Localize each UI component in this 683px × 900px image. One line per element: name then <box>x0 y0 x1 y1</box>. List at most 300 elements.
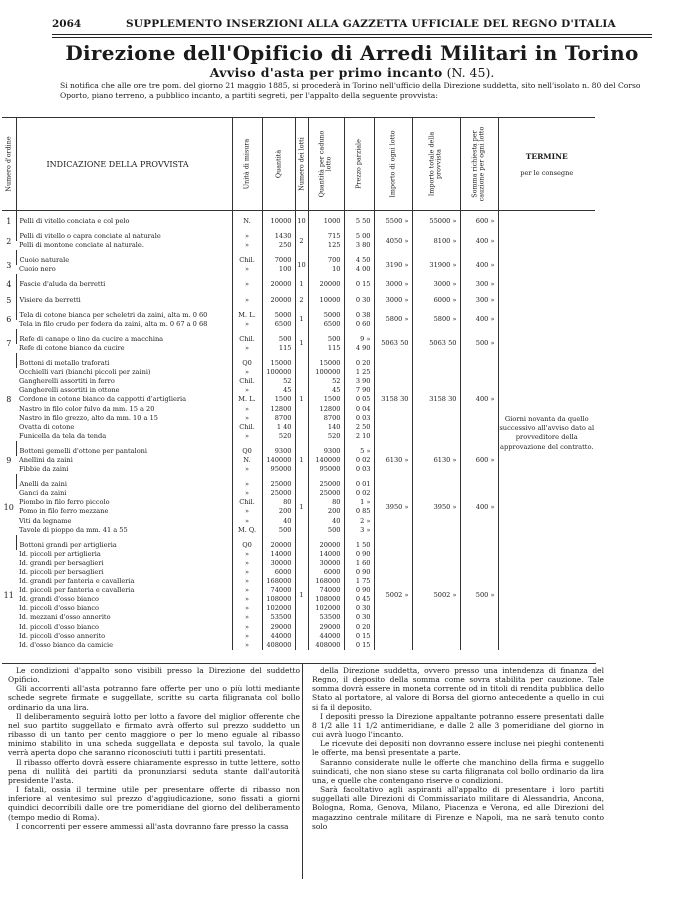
item-description: Id. piccoli d'osso annerito <box>19 631 106 640</box>
item-description: Id. grandi d'osso bianco <box>19 595 100 604</box>
header-rule <box>52 34 652 35</box>
item-price: 0 20 <box>344 623 374 632</box>
total-amount: 3950 » <box>412 474 460 535</box>
item-quantity-per-lot: 25000 <box>308 489 344 498</box>
item-description: Cordone in cotone bianco da cappotti d'artiglieria <box>19 395 187 404</box>
item-description: Gangherelli assortiti in ottone <box>19 386 120 395</box>
item-unit: » <box>232 241 262 250</box>
item-quantity-per-lot: 500 <box>308 329 344 344</box>
item-price: 0 15 <box>344 632 374 641</box>
lot-number: 7 <box>6 339 12 349</box>
item-price: 0 45 <box>344 595 374 604</box>
item-description: Ovatta di cotone <box>19 422 75 431</box>
item-description: Id. d'osso bianco da camicie <box>19 640 114 649</box>
item-quantity: 408000 <box>262 641 295 650</box>
condition-paragraph: I fatali, ossia il termine utile per presentare offerte di ribasso non inferiore al ventesimo sul prezzo d'aggiudicazione, sono fissati a giorni quindici decorribili dalle ore tre pomeridiane del giorno del deliberamento (tempo medio di Roma). <box>8 785 300 822</box>
condition-paragraph: I concorrenti per essere ammessi all'asta dovranno fare presso la cassa <box>16 821 289 831</box>
lot-amount: 3000 » <box>374 290 412 305</box>
item-quantity-per-lot: 200 <box>308 507 344 516</box>
item-quantity: 140000 <box>262 456 295 465</box>
notice-subtitle <box>52 65 652 80</box>
item-quantity: 52 <box>262 377 295 386</box>
lot-number: 6 <box>6 315 12 325</box>
item-unit: » <box>232 465 262 474</box>
item-quantity-per-lot: 80 <box>308 498 344 507</box>
item-price: 0 05 <box>344 395 374 404</box>
item-unit: » <box>232 368 262 377</box>
item-price: 0 60 <box>344 320 374 329</box>
item-price: 0 03 <box>344 414 374 423</box>
lot-count: 1 <box>295 305 308 329</box>
item-unit: M. L. <box>232 395 262 404</box>
item-unit: » <box>232 613 262 622</box>
item-price: 0 85 <box>344 507 374 516</box>
header-deposit: Somma richiesta per cauzione per ogni lotto <box>460 118 498 211</box>
total-amount: 6130 » <box>412 441 460 474</box>
item-quantity: 29000 <box>262 623 295 632</box>
item-quantity: 15000 <box>262 353 295 368</box>
item-price: 0 30 <box>344 604 374 613</box>
intro-paragraph: Si notifica che alle ore tre pom. del giorno 21 maggio 1885, si procederà in Torino nell'ufficio della Direzione suddetta, sito nell'isolato n. 80 del Corso Oporto, piano terreno, a pubblico incanto, a partiti segreti, per l'appalto della seguente provvista: <box>60 81 641 100</box>
header-rule-thin <box>52 37 652 38</box>
item-quantity: 100 <box>262 265 295 274</box>
item-description: Pelli di montone conciate al naturale. <box>19 241 144 250</box>
lot-number: 9 <box>6 455 12 465</box>
total-amount: 6000 » <box>412 290 460 305</box>
lot-number: 5 <box>6 295 12 305</box>
item-unit: » <box>232 474 262 489</box>
header-desc: INDICAZIONE DELLA PROVVISTA <box>16 118 232 211</box>
header-nlots: Numero dei lotti <box>295 118 308 211</box>
lot-amount: 3950 » <box>374 474 412 535</box>
item-description: Refe di canape o lino da cucire a macchina <box>16 329 232 344</box>
item-description: Cuoio naturale <box>16 250 232 265</box>
item-quantity: 20000 <box>262 535 295 550</box>
item-price: 4 00 <box>344 265 374 274</box>
header-imp-tot: Importo totale della provvista <box>412 118 460 211</box>
item-quantity: 500 <box>262 526 295 535</box>
total-amount: 5002 » <box>412 535 460 650</box>
item-unit: Q0 <box>232 441 262 456</box>
lot-count: 1 <box>295 441 308 474</box>
item-description: Pelli di vitello o capra conciate al naturale <box>16 226 232 241</box>
item-quantity-per-lot: 168000 <box>308 577 344 586</box>
running-header <box>52 18 652 32</box>
item-description: Fibbie da zaini <box>19 465 69 474</box>
item-price: 3 » <box>344 526 374 535</box>
item-unit: » <box>232 641 262 650</box>
total-amount: 3158 30 <box>412 353 460 441</box>
lot-count: 1 <box>295 535 308 650</box>
item-price: 4 50 <box>344 250 374 265</box>
total-amount: 8100 » <box>412 226 460 250</box>
item-quantity-per-lot: 6500 <box>308 320 344 329</box>
item-description: Id. grandi per bersaglieri <box>19 558 104 567</box>
item-quantity: 53500 <box>262 613 295 622</box>
item-description: Id. piccoli per bersaglieri <box>19 568 104 576</box>
item-unit: » <box>232 344 262 353</box>
item-unit: Chil. <box>232 329 262 344</box>
item-quantity-per-lot: 53500 <box>308 613 344 622</box>
deposit-amount: 600 » <box>460 441 498 474</box>
header-price: Prezzo parziale <box>344 118 374 211</box>
item-price: 1 75 <box>344 577 374 586</box>
item-quantity-per-lot: 40 <box>308 517 344 526</box>
table-body <box>2 211 595 650</box>
item-unit: » <box>232 586 262 595</box>
item-price: 5 00 <box>344 226 374 241</box>
item-price: 0 04 <box>344 405 374 414</box>
item-description: Nastro in filo grezzo, alto da mm. 10 a 15 <box>19 413 158 422</box>
item-quantity: 115 <box>262 344 295 353</box>
item-description: Funicella da tela da tenda <box>19 431 107 440</box>
deposit-amount: 400 » <box>460 305 498 329</box>
item-quantity: 520 <box>262 432 295 441</box>
lot-amount: 5500 » <box>374 211 412 227</box>
item-quantity-per-lot: 125 <box>308 241 344 250</box>
item-price: 3 90 <box>344 377 374 386</box>
lot-amount: 3158 30 <box>374 353 412 441</box>
item-quantity: 1430 <box>262 226 295 241</box>
item-unit: M. L. <box>232 305 262 320</box>
item-quantity: 200 <box>262 507 295 516</box>
item-price: 4 90 <box>344 344 374 353</box>
item-price: 7 90 <box>344 386 374 395</box>
item-quantity-per-lot: 25000 <box>308 474 344 489</box>
item-price: 0 30 <box>344 290 374 305</box>
lot-count: 1 <box>295 353 308 441</box>
item-quantity-per-lot: 29000 <box>308 623 344 632</box>
item-description: Id. mezzani d'osso annerito <box>19 613 111 622</box>
header-term: TERMINE per le consegne <box>498 118 595 211</box>
item-description: Tela di cotone bianca per scheletri da zaini, alta m. 0 60 <box>16 305 232 320</box>
deposit-amount: 400 » <box>460 226 498 250</box>
item-quantity-per-lot: 1500 <box>308 395 344 404</box>
item-quantity: 108000 <box>262 595 295 604</box>
item-quantity: 102000 <box>262 604 295 613</box>
item-unit: Q0 <box>232 353 262 368</box>
lot-amount: 3190 » <box>374 250 412 274</box>
lot-amount: 4050 » <box>374 226 412 250</box>
item-unit: » <box>232 568 262 577</box>
item-description: Pelli di vitello conciata e col pelo <box>16 211 232 227</box>
item-price: 1 50 <box>344 535 374 550</box>
lot-number: 3 <box>6 260 12 270</box>
lot-count: 2 <box>295 290 308 305</box>
item-quantity-per-lot: 20000 <box>308 535 344 550</box>
item-unit: Chil. <box>232 423 262 432</box>
delivery-term: Giorni novanta da quello successivo all'avviso dato al provveditore della approvazione del contratto. <box>498 211 595 650</box>
total-amount: 3000 » <box>412 274 460 289</box>
item-quantity: 10000 <box>262 211 295 227</box>
deposit-amount: 400 » <box>460 353 498 441</box>
item-quantity: 80 <box>262 498 295 507</box>
item-price: 0 90 <box>344 568 374 577</box>
item-quantity-per-lot: 12800 <box>308 405 344 414</box>
item-quantity: 5000 <box>262 305 295 320</box>
item-quantity: 100000 <box>262 368 295 377</box>
lot-amount: 5063 50 <box>374 329 412 353</box>
item-quantity: 25000 <box>262 489 295 498</box>
deposit-amount: 500 » <box>460 535 498 650</box>
item-quantity-per-lot: 1000 <box>308 211 344 227</box>
item-description: Id. grandi per fanteria e cavalleria <box>19 577 135 586</box>
conditions-right-column <box>312 666 607 831</box>
table-header-row <box>2 118 595 211</box>
item-unit: » <box>232 489 262 498</box>
item-quantity: 20000 <box>262 274 295 289</box>
item-quantity: 45 <box>262 386 295 395</box>
deposit-amount: 600 » <box>460 211 498 227</box>
item-price: 2 50 <box>344 423 374 432</box>
total-amount: 55000 » <box>412 211 460 227</box>
item-description: Cuoio nero <box>19 265 56 274</box>
item-unit: » <box>232 623 262 632</box>
item-quantity: 1 40 <box>262 423 295 432</box>
item-price: 0 01 <box>344 474 374 489</box>
header-qlot: Quantità per caduno lotto <box>308 118 344 211</box>
item-quantity: 6500 <box>262 320 295 329</box>
condition-paragraph: Le condizioni d'appalto sono visibili presso la Direzione del suddetto Opificio. <box>8 666 300 685</box>
total-amount: 31900 » <box>412 250 460 274</box>
item-quantity: 12800 <box>262 405 295 414</box>
item-quantity-per-lot: 44000 <box>308 632 344 641</box>
item-unit: N. <box>232 456 262 465</box>
item-description: Piombo in filo ferro piccolo <box>19 498 110 507</box>
item-quantity: 9300 <box>262 441 295 456</box>
item-price: 0 30 <box>344 613 374 622</box>
lot-number: 4 <box>6 280 12 290</box>
item-quantity-per-lot: 140 <box>308 423 344 432</box>
gazette-page <box>52 18 652 103</box>
item-unit: » <box>232 274 262 289</box>
deposit-amount: 500 » <box>460 329 498 353</box>
item-description: Id. piccoli d'osso bianco <box>19 604 100 613</box>
item-quantity-per-lot: 408000 <box>308 641 344 650</box>
header-imp-lot: Importo di ogni lotto <box>374 118 412 211</box>
item-unit: » <box>232 595 262 604</box>
item-quantity: 8700 <box>262 414 295 423</box>
item-description: Visiere da berretti <box>16 290 232 305</box>
header-num: Numero d'ordine <box>2 118 16 211</box>
lot-count: 1 <box>295 474 308 535</box>
item-quantity: 250 <box>262 241 295 250</box>
item-quantity: 14000 <box>262 550 295 559</box>
item-unit: » <box>232 226 262 241</box>
item-description: Refe di cotone bianco da cucire <box>19 343 125 352</box>
item-price: 0 90 <box>344 550 374 559</box>
item-price: 0 03 <box>344 465 374 474</box>
item-unit: Chil. <box>232 498 262 507</box>
deposit-amount: 300 » <box>460 290 498 305</box>
item-quantity-per-lot: 115 <box>308 344 344 353</box>
condition-paragraph: Il ribasso offerto dovrà essere chiaramente espresso in tutte lettere, sotto pena di nullità dei partiti da pronunziarsi seduta stante dall'autorità presidente l'asta. <box>8 757 300 785</box>
condition-paragraph: Le ricevute dei depositi non dovranno essere incluse nei pieghi contenenti le offerte, ma bensì presentate a parte. <box>312 739 604 758</box>
item-quantity: 7000 <box>262 250 295 265</box>
item-quantity-per-lot: 715 <box>308 226 344 241</box>
item-unit: » <box>232 414 262 423</box>
lot-amount: 6130 » <box>374 441 412 474</box>
condition-paragraph: Gli accorrenti all'asta potranno fare offerte per uno o più lotti mediante schede segrete firmate e suggellate, scritte su carta filigranata col bollo ordinario da una lira. <box>8 684 300 712</box>
item-unit: » <box>232 386 262 395</box>
item-unit: » <box>232 290 262 305</box>
condition-paragraph: della Direzione suddetta, ovvero presso una intendenza di finanza del Regno, il deposito della somma come sovra stabilita per cauzione. Tale somma dovrà essere in moneta corrente od in titoli di rendita pubblica dello Stato al portatore, al valore di Borsa del giorno antecedente a quello in cui si fa il deposito. <box>312 666 604 712</box>
lot-amount: 5800 » <box>374 305 412 329</box>
page-number: 2064 <box>52 18 82 30</box>
header-qty: Quantità <box>262 118 295 211</box>
item-unit: » <box>232 550 262 559</box>
condition-paragraph: Sarà facoltativo agli aspiranti all'appalto di presentare i loro partiti suggellati alle Direzioni di Commissariato militare di Alessandria, Ancona, Bologna, Roma, Genova, Milano, Piacenza e Verona, ed alle Direzioni del magazzino centrale militare di Firenze e Napoli, ma ne sarà tenuto conto solo <box>312 785 604 831</box>
item-price: 1 60 <box>344 559 374 568</box>
item-quantity-per-lot: 6000 <box>308 568 344 577</box>
item-quantity-per-lot: 5000 <box>308 305 344 320</box>
item-description: Tavole di pioppo da mm. 41 a 55 <box>19 525 128 534</box>
item-unit: » <box>232 632 262 641</box>
item-description: Id. piccoli per artiglieria <box>19 549 101 558</box>
item-price: 0 02 <box>344 456 374 465</box>
item-description: Ganci da zaini <box>19 489 67 498</box>
total-amount: 5063 50 <box>412 329 460 353</box>
item-quantity-per-lot: 102000 <box>308 604 344 613</box>
item-unit: » <box>232 265 262 274</box>
lot-amount: 3000 » <box>374 274 412 289</box>
item-description: Anellini da zaini <box>19 455 73 464</box>
item-quantity: 500 <box>262 329 295 344</box>
item-description: Pomo in filo ferro mezzane <box>19 507 109 516</box>
item-description: Nastro in filo color fulvo da mm. 15 a 20 <box>19 404 155 413</box>
supply-table <box>2 117 595 650</box>
item-unit: Chil. <box>232 377 262 386</box>
lot-count: 10 <box>295 211 308 227</box>
item-quantity-per-lot: 52 <box>308 377 344 386</box>
header-unit: Unità di misura <box>232 118 262 211</box>
item-quantity-per-lot: 8700 <box>308 414 344 423</box>
item-unit: N. <box>232 211 262 227</box>
item-unit: » <box>232 517 262 526</box>
item-unit: » <box>232 604 262 613</box>
item-price: 0 20 <box>344 353 374 368</box>
condition-paragraph: Il deliberamento seguirà lotto per lotto a favore del miglior offerente che nel suo partito suggellato e firmato avrà offerto sul prezzo suddetto un ribasso di un tanto per cento maggiore o per lo meno eguale al ribasso minimo stabilito in una scheda suggellata e deposta sul tavolo, la quale verrà aperta dopo che saranno riconosciuti tutti i partiti presentati. <box>8 711 300 758</box>
item-price: 5 » <box>344 441 374 456</box>
subtitle-number: (N. 45). <box>446 65 495 80</box>
item-description: Id. piccoli d'osso bianco <box>19 622 100 631</box>
item-quantity-per-lot: 30000 <box>308 559 344 568</box>
item-quantity-per-lot: 9300 <box>308 441 344 456</box>
item-quantity-per-lot: 20000 <box>308 274 344 289</box>
item-quantity: 30000 <box>262 559 295 568</box>
lot-number: 10 <box>3 502 14 512</box>
item-quantity: 40 <box>262 517 295 526</box>
item-description: Tela in filo crudo per fodera da zaini, alta m. 0 67 a 0 68 <box>19 319 208 328</box>
condition-paragraph: I depositi presso la Direzione appaltante potranno essere presentati dalle 8 1/2 alle 11 1/2 antimeridiane, e dalle 2 alle 3 pomeridiane del giorno in cui avrà luogo l'incanto. <box>312 711 604 740</box>
item-description: Viti da legname <box>19 516 72 525</box>
subtitle-text: Avviso d'asta per primo incanto <box>209 65 443 80</box>
item-description: Anelli da zaini <box>16 474 232 489</box>
item-price: 9 » <box>344 329 374 344</box>
lot-amount: 5002 » <box>374 535 412 650</box>
item-unit: » <box>232 320 262 329</box>
deposit-amount: 400 » <box>460 250 498 274</box>
item-quantity-per-lot: 95000 <box>308 465 344 474</box>
item-quantity-per-lot: 500 <box>308 526 344 535</box>
lot-count: 1 <box>295 274 308 289</box>
lot-count: 1 <box>295 329 308 353</box>
lot-count: 10 <box>295 250 308 274</box>
item-unit: Q0 <box>232 535 262 550</box>
deposit-amount: 300 » <box>460 274 498 289</box>
item-price: 5 50 <box>344 211 374 227</box>
item-quantity-per-lot: 108000 <box>308 595 344 604</box>
item-quantity-per-lot: 520 <box>308 432 344 441</box>
item-unit: » <box>232 405 262 414</box>
item-description: Fascie d'aluda da berretti <box>16 274 232 289</box>
item-price: 1 25 <box>344 368 374 377</box>
item-description: Bottoni grandi per artiglieria <box>16 535 232 550</box>
item-description: Bottoni di metallo traforati <box>16 353 232 368</box>
item-quantity-per-lot: 10000 <box>308 290 344 305</box>
total-amount: 5800 » <box>412 305 460 329</box>
column-divider <box>302 664 303 879</box>
condition-paragraph: Saranno considerate nulle le offerte che manchino della firma e suggello suindicati, che non siano stese su carta filigranata col bollo ordinario da lira una, e quelle che contengano riserve o condizioni. <box>312 757 604 785</box>
item-quantity-per-lot: 100000 <box>308 368 344 377</box>
lot-number: 11 <box>3 590 14 600</box>
journal-title: SUPPLEMENTO INSERZIONI ALLA GAZZETTA UFFICIALE DEL REGNO D'ITALIA <box>126 18 616 30</box>
item-description: Gangherelli assortiti in ferro <box>19 377 115 386</box>
item-unit: » <box>232 559 262 568</box>
item-unit: » <box>232 507 262 516</box>
item-description: Bottoni gemelli d'ottone per pantaloni <box>16 441 232 456</box>
item-price: 3 80 <box>344 241 374 250</box>
item-unit: » <box>232 432 262 441</box>
item-quantity-per-lot: 14000 <box>308 550 344 559</box>
item-unit: M. Q. <box>232 526 262 535</box>
lot-number: 8 <box>6 395 12 405</box>
conditions-left-column <box>8 666 300 831</box>
item-price: 0 15 <box>344 641 374 650</box>
item-description: Id. piccoli per fanteria e cavalleria <box>19 586 135 595</box>
item-unit: Chil. <box>232 250 262 265</box>
item-quantity: 6000 <box>262 568 295 577</box>
lot-number: 1 <box>6 217 12 226</box>
item-price: 2 10 <box>344 432 374 441</box>
lot-number: 2 <box>6 236 12 246</box>
item-price: 0 02 <box>344 489 374 498</box>
item-price: 0 90 <box>344 586 374 595</box>
notice-title: Direzione dell'Opificio di Arredi Militari in Torino <box>65 41 639 65</box>
lot-count: 2 <box>295 226 308 250</box>
item-quantity-per-lot: 45 <box>308 386 344 395</box>
item-price: 2 » <box>344 517 374 526</box>
item-quantity-per-lot: 700 <box>308 250 344 265</box>
item-quantity-per-lot: 74000 <box>308 586 344 595</box>
item-quantity: 168000 <box>262 577 295 586</box>
item-quantity: 1500 <box>262 395 295 404</box>
item-quantity: 95000 <box>262 465 295 474</box>
item-price: 1 » <box>344 498 374 507</box>
deposit-amount: 400 » <box>460 474 498 535</box>
table-row <box>2 211 595 227</box>
conditions-section <box>2 663 604 831</box>
item-unit: » <box>232 577 262 586</box>
item-quantity-per-lot: 140000 <box>308 456 344 465</box>
item-quantity-per-lot: 10 <box>308 265 344 274</box>
item-price: 0 38 <box>344 305 374 320</box>
item-description: Occhielli vari (bianchi piccoli per zaini) <box>19 368 151 377</box>
item-quantity-per-lot: 15000 <box>308 353 344 368</box>
item-price: 0 15 <box>344 274 374 289</box>
item-quantity: 74000 <box>262 586 295 595</box>
item-quantity: 44000 <box>262 632 295 641</box>
